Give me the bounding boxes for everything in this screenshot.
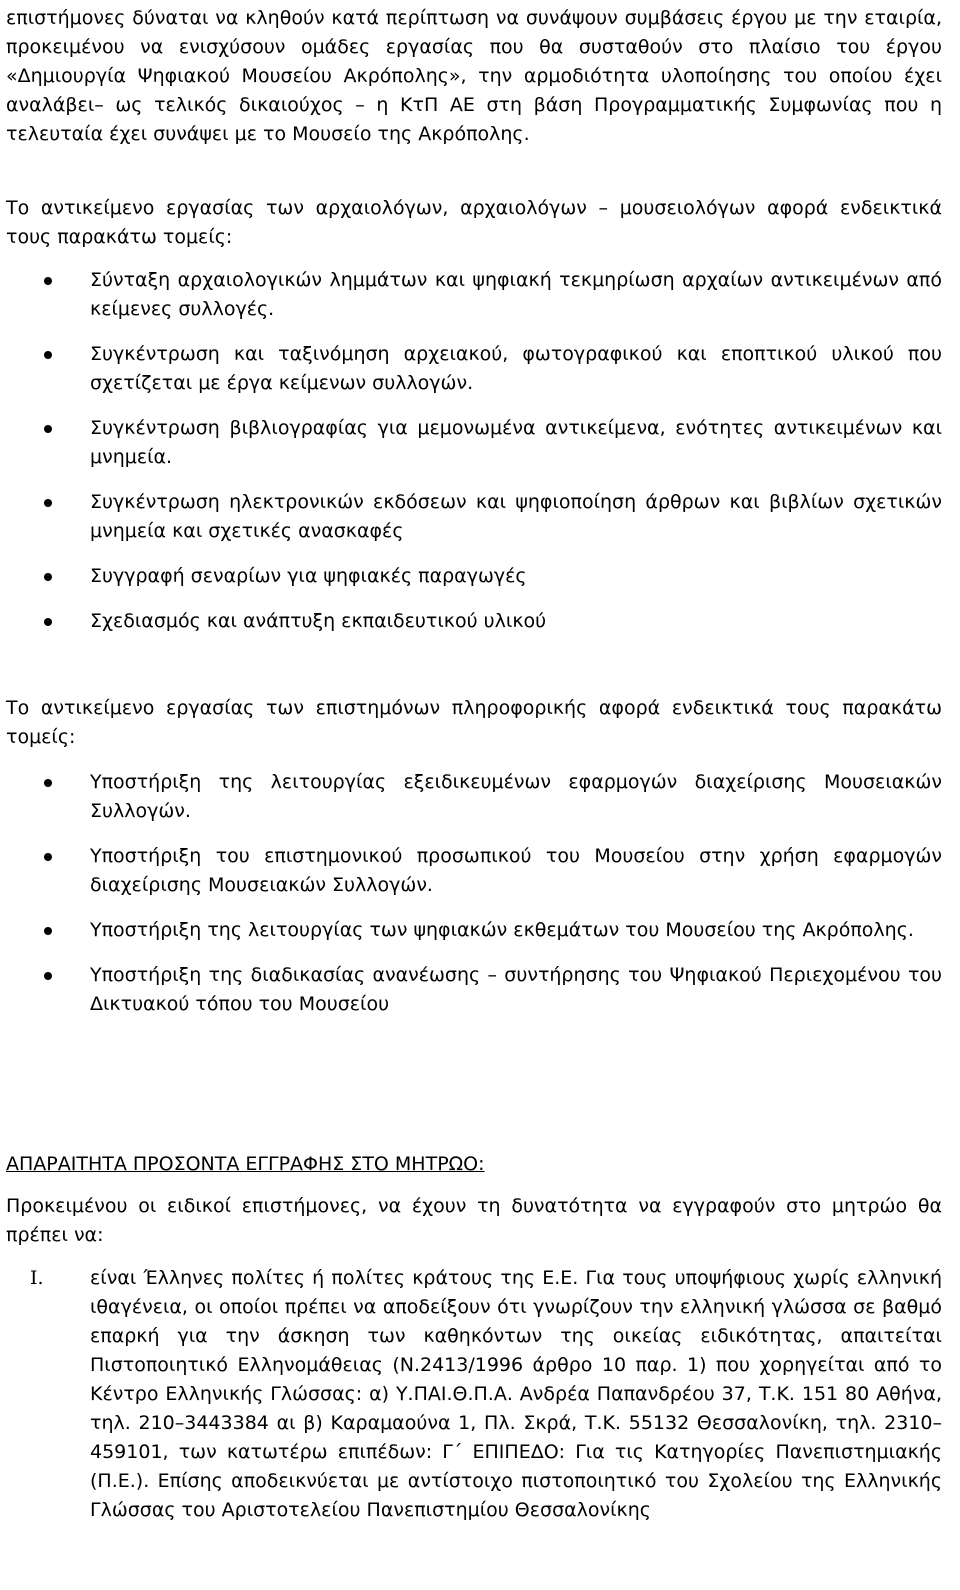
bullet-icon bbox=[44, 351, 52, 359]
list-item-text: Υποστήριξη της λειτουργίας των ψηφιακών εκθεμάτων του Μουσείου της Ακρόπολης. bbox=[90, 919, 914, 941]
list-item-text: Υποστήριξη της λειτουργίας εξειδικευμένων εφαρμογών διαχείρισης Μουσειακών Συλλογών. bbox=[90, 771, 942, 822]
list-item bbox=[0, 607, 942, 636]
archaeologists-intro-paragraph: Το αντικείμενο εργασίας των αρχαιολόγων, αρχαιολόγων – μουσειολόγων αφορά ενδεικτικά τους παρακάτω τομείς: bbox=[6, 197, 942, 248]
requirement-text: είναι Έλληνες πολίτες ή πολίτες κράτους της Ε.Ε. Για τους υποψήφιους χωρίς ελληνική ιθαγένεια, οι οποίοι πρέπει να αποδείξουν ότι γνωρίζουν την ελληνική γλώσσα σε βαθμό επαρκή για την άσκηση των καθηκόντων της οικείας ειδικότητας, απαιτείται Πιστοποιητικό Ελληνομάθειας (Ν.2413/1996 άρθρο 10 παρ. 1) που χορηγείται από το Κέντρο Ελληνικής Γλώσσας: α) Υ.ΠΑΙ.Θ.Π.Α. Ανδρέα Παπανδρέου 37, Τ.Κ. 151 80 Αθήνα, τηλ. 210–3443384 αι β) Καραμαούνα 1, Πλ. Σκρά, Τ.Κ. 55132 Θεσσαλονίκη, τηλ. 2310– 459101, των κατωτέρω επιπέδων: Γ΄ ΕΠΙΠΕΔΟ: Για τις Κατηγορίες Πανεπιστημιακής (Π.Ε.). Επίσης αποδεικνύεται με αντίστοιχο πιστοποιητικό του Σχολείου της Ελληνικής Γλώσσας του Αριστοτελείου Πανεπιστημίου Θεσσαλονίκης bbox=[90, 1267, 942, 1521]
list-item-text: Συγγραφή σεναρίων για ψηφιακές παραγωγές bbox=[90, 565, 527, 587]
it-list bbox=[0, 768, 942, 1019]
list-item bbox=[0, 414, 942, 472]
requirement-item bbox=[0, 1264, 942, 1525]
bullet-icon bbox=[44, 779, 52, 787]
bullet-icon bbox=[44, 853, 52, 861]
bullet-icon bbox=[44, 425, 52, 433]
bullet-icon bbox=[44, 618, 52, 626]
list-item bbox=[0, 488, 942, 546]
list-item bbox=[0, 961, 942, 1019]
intro-paragraph: επιστήμονες δύναται να κληθούν κατά περίπτωση να συνάψουν συμβάσεις έργου με την εταιρία, προκειμένου να ενισχύσουν ομάδες εργασίας που θα συσταθούν στο πλαίσιο του έργου «Δημιουργία Ψηφιακού Μουσείου Ακρόπολης», την αρμοδιότητα υλοποίησης του οποίου έχει αναλάβει– ως τελικός δικαιούχος – η ΚτΠ ΑΕ στη βάση Προγραμματικής Συμφωνίας που η τελευταία έχει συνάψει με το Μουσείο της Ακρόπολης. bbox=[6, 7, 942, 145]
list-item bbox=[0, 266, 942, 324]
list-item bbox=[0, 842, 942, 900]
list-item-text: Υποστήριξη της διαδικασίας ανανέωσης – συντήρησης του Ψηφιακού Περιεχομένου του Δικτυακού τόπου του Μουσείου bbox=[90, 964, 942, 1015]
bullet-icon bbox=[44, 972, 52, 980]
list-item-text: Υποστήριξη του επιστημονικού προσωπικού του Μουσείου στην χρήση εφαρμογών διαχείρισης Μουσειακών Συλλογών. bbox=[90, 845, 942, 896]
list-item-text: Συγκέντρωση και ταξινόμηση αρχειακού, φωτογραφικού και εποπτικού υλικού που σχετίζεται με έργα κείμενων συλλογών. bbox=[90, 343, 942, 394]
bullet-icon bbox=[44, 277, 52, 285]
bullet-icon bbox=[44, 927, 52, 935]
registry-intro-paragraph: Προκειμένου οι ειδικοί επιστήμονες, να έχουν τη δυνατότητα να εγγραφούν στο μητρώο θα πρέπει να: bbox=[6, 1195, 942, 1246]
list-item-text: Συγκέντρωση ηλεκτρονικών εκδόσεων και ψηφιοποίηση άρθρων και βιβλίων σχετικών μνημεία και σχετικές ανασκαφές bbox=[90, 491, 942, 542]
list-item-text: Σχεδιασμός και ανάπτυξη εκπαιδευτικού υλικού bbox=[90, 610, 547, 632]
bullet-icon bbox=[44, 499, 52, 507]
list-item bbox=[0, 916, 942, 945]
it-intro-paragraph: Το αντικείμενο εργασίας των επιστημόνων πληροφορικής αφορά ενδεικτικά τους παρακάτω τομείς: bbox=[6, 697, 942, 748]
list-item bbox=[0, 562, 942, 591]
list-item-text: Συγκέντρωση βιβλιογραφίας για μεμονωμένα αντικείμενα, ενότητες αντικειμένων και μνημεία. bbox=[90, 417, 942, 468]
archaeologists-list bbox=[0, 266, 942, 636]
requirement-marker: I. bbox=[30, 1267, 44, 1289]
list-item bbox=[0, 340, 942, 398]
registry-requirements-heading: ΑΠΑΡΑΙΤΗΤΑ ΠΡΟΣΟΝΤΑ ΕΓΓΡΑΦΗΣ ΣΤΟ ΜΗΤΡΩΟ: bbox=[6, 1153, 485, 1175]
list-item bbox=[0, 768, 942, 826]
bullet-icon bbox=[44, 573, 52, 581]
list-item-text: Σύνταξη αρχαιολογικών λημμάτων και ψηφιακή τεκμηρίωση αρχαίων αντικειμένων από κείμενες συλλογές. bbox=[90, 269, 942, 320]
